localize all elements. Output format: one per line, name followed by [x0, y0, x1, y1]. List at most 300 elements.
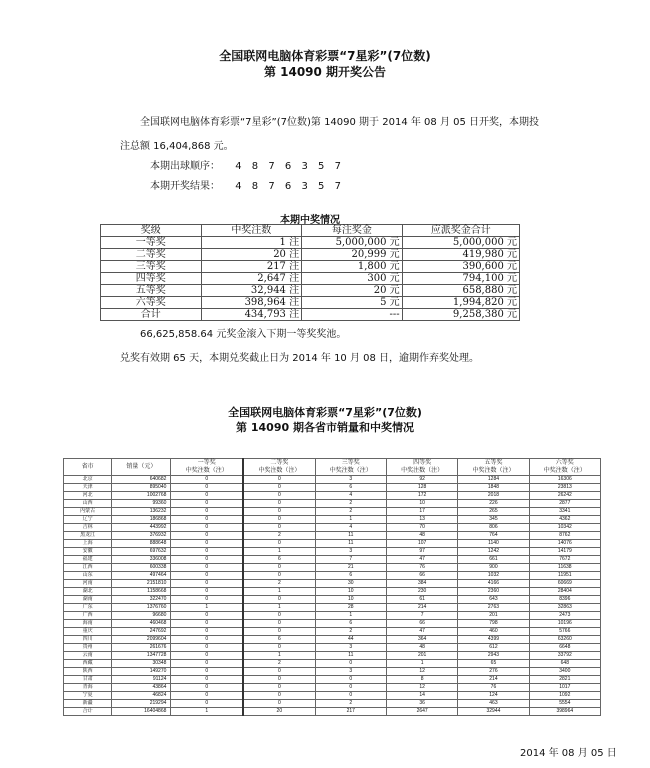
level-4-sub: 中奖注数（注）: [401, 468, 444, 474]
region-sales: 91124: [112, 676, 171, 684]
level-2-count: 0: [243, 700, 315, 708]
region-name: 广西: [64, 612, 112, 620]
province-row: [64, 492, 601, 500]
level-3-count: 11: [315, 652, 386, 660]
level-3-count: 0: [315, 676, 386, 684]
header-level-4: [386, 459, 457, 476]
prize-row: [101, 285, 520, 297]
level-6-count: 2473: [529, 612, 600, 620]
level-3-count: 0: [315, 660, 386, 668]
level-2-label: 二等奖: [270, 460, 289, 466]
region-sales: 219294: [112, 700, 171, 708]
draw-digit: 5: [318, 161, 325, 172]
province-row: [64, 684, 601, 692]
region-name: 辽宁: [64, 516, 112, 524]
draw-digit: 4: [235, 161, 242, 172]
level-5-count: 900: [458, 564, 529, 572]
region-name: 云南: [64, 652, 112, 660]
region-sales: 149270: [112, 668, 171, 676]
result-digit: 5: [318, 181, 325, 192]
draw-order: [150, 160, 348, 174]
level-2-count: 6: [243, 636, 315, 644]
header-level-5: [458, 459, 529, 476]
level-5-count: 460: [458, 628, 529, 636]
level-5-count: 201: [458, 612, 529, 620]
prize-row: [101, 309, 520, 321]
region-sales: 1158668: [112, 588, 171, 596]
province-row: [64, 476, 601, 484]
level-5-count: 345: [458, 516, 529, 524]
level-1-count: 0: [171, 700, 243, 708]
level-5-count: 764: [458, 532, 529, 540]
level-6-count: 8762: [529, 532, 600, 540]
level-3-count: 2: [315, 500, 386, 508]
level-3-count: 3: [315, 548, 386, 556]
level-6-count: 3341: [529, 508, 600, 516]
level-1-count: 0: [171, 492, 243, 500]
prize-total: 419,980 元: [402, 249, 519, 261]
prize-total: 658,880 元: [402, 285, 519, 297]
level-2-count: 0: [243, 484, 315, 492]
province-row: [64, 588, 601, 596]
province-row: [64, 644, 601, 652]
level-3-count: 28: [315, 604, 386, 612]
level-3-count: 11: [315, 540, 386, 548]
province-row: [64, 676, 601, 684]
level-6-count: 648: [529, 660, 600, 668]
level-1-count: 0: [171, 692, 243, 700]
level-1-count: 0: [171, 540, 243, 548]
level-2-count: 0: [243, 644, 315, 652]
level-1-count: 0: [171, 532, 243, 540]
level-5-count: 2763: [458, 604, 529, 612]
level-4-count: 13: [386, 516, 457, 524]
draw-order-label: 本期出球顺序：: [150, 161, 220, 172]
level-6-count: 1017: [529, 684, 600, 692]
region-name: 陕西: [64, 668, 112, 676]
level-6-count: 1092: [529, 692, 600, 700]
prize-level: 三等奖: [101, 261, 202, 273]
region-name: 上海: [64, 540, 112, 548]
region-sales: 895040: [112, 484, 171, 492]
level-4-count: 36: [386, 700, 457, 708]
level-4-count: 2647: [386, 708, 457, 716]
level-5-count: 2018: [458, 492, 529, 500]
region-name: 湖南: [64, 596, 112, 604]
prize-per-bet: 5 元: [302, 297, 403, 309]
level-1-count: 0: [171, 668, 243, 676]
level-5-count: 124: [458, 692, 529, 700]
level-3-count: 4: [315, 492, 386, 500]
announcement-title-line2: 第 14090 期开奖公告: [263, 65, 387, 79]
prize-per-bet: 20 元: [302, 285, 403, 297]
region-sales: 186868: [112, 516, 171, 524]
provincial-table: [63, 458, 601, 716]
level-4-count: 12: [386, 684, 457, 692]
level-2-sub: 中奖注数（注）: [258, 468, 301, 474]
region-name: 福建: [64, 556, 112, 564]
level-4-count: 214: [386, 604, 457, 612]
level-4-count: 107: [386, 540, 457, 548]
region-name: 海南: [64, 620, 112, 628]
intro-line1: 全国联网电脑体育彩票“7星彩”(7位数)第 14090 期于 2014 年 08 月 05 日开奖，本期投: [140, 117, 540, 128]
level-6-count: 5554: [529, 700, 600, 708]
prize-per-bet: 1,800 元: [302, 261, 403, 273]
level-1-sub: 中奖注数（注）: [185, 468, 228, 474]
level-5-count: 32944: [458, 708, 529, 716]
province-row: [64, 484, 601, 492]
level-2-count: 0: [243, 524, 315, 532]
level-2-count: 0: [243, 508, 315, 516]
level-5-count: 226: [458, 500, 529, 508]
level-4-count: 172: [386, 492, 457, 500]
province-row: [64, 652, 601, 660]
level-3-count: 3: [315, 644, 386, 652]
prize-level: 六等奖: [101, 297, 202, 309]
prize-level: 五等奖: [101, 285, 202, 297]
region-name: 安徽: [64, 548, 112, 556]
level-5-count: 806: [458, 524, 529, 532]
province-row: [64, 708, 601, 716]
level-1-label: 一等奖: [197, 460, 216, 466]
region-sales: 96680: [112, 612, 171, 620]
level-1-count: 0: [171, 588, 243, 596]
header-level-6: [529, 459, 600, 476]
level-5-count: 4166: [458, 580, 529, 588]
prize-total: 390,600 元: [402, 261, 519, 273]
result-digit: 8: [251, 181, 259, 192]
level-1-count: 0: [171, 684, 243, 692]
level-3-count: 4: [315, 524, 386, 532]
prize-winners: 217 注: [201, 261, 302, 273]
level-3-count: 0: [315, 684, 386, 692]
level-1-count: 0: [171, 548, 243, 556]
level-5-count: 798: [458, 620, 529, 628]
level-3-count: 3: [315, 476, 386, 484]
region-sales: 2099604: [112, 636, 171, 644]
result-digit: 3: [301, 181, 308, 192]
header-level: 奖级: [101, 225, 202, 237]
level-6-count: 26242: [529, 492, 600, 500]
region-sales: 888648: [112, 540, 171, 548]
level-2-count: 0: [243, 668, 315, 676]
region-name: 天津: [64, 484, 112, 492]
expiry-note: 兑奖有效期 65 天，本期兑奖截止日为 2014 年 10 月 08 日，逾期作弃奖处理。: [120, 353, 480, 364]
level-6-count: 10196: [529, 620, 600, 628]
level-4-count: 230: [386, 588, 457, 596]
level-2-count: 0: [243, 564, 315, 572]
province-row: [64, 580, 601, 588]
prize-per-bet: ---: [302, 309, 403, 321]
provincial-header-row: [64, 459, 601, 476]
level-6-count: 11951: [529, 572, 600, 580]
level-1-count: 0: [171, 508, 243, 516]
level-2-count: 0: [243, 676, 315, 684]
level-5-count: 276: [458, 668, 529, 676]
level-3-count: 6: [315, 620, 386, 628]
level-1-count: 0: [171, 516, 243, 524]
prize-per-bet: 20,999 元: [302, 249, 403, 261]
level-5-count: 2943: [458, 652, 529, 660]
region-name: 河南: [64, 580, 112, 588]
level-2-count: 0: [243, 476, 315, 484]
level-4-label: 四等奖: [413, 460, 432, 466]
province-row: [64, 532, 601, 540]
level-6-count: 63260: [529, 636, 600, 644]
region-name: 黑龙江: [64, 532, 112, 540]
draw-result-label: 本期开奖结果：: [150, 181, 220, 192]
region-name: 重庆: [64, 628, 112, 636]
header-region: 省市: [64, 459, 112, 476]
level-6-count: 3400: [529, 668, 600, 676]
region-name: 甘肃: [64, 676, 112, 684]
level-3-count: 1: [315, 516, 386, 524]
header-level-3: [315, 459, 386, 476]
prize-level: 一等奖: [101, 237, 202, 249]
level-2-count: 1: [243, 652, 315, 660]
level-2-count: 0: [243, 628, 315, 636]
result-digit: 6: [284, 181, 292, 192]
level-4-count: 92: [386, 476, 457, 484]
region-sales: 16404868: [112, 708, 171, 716]
province-row: [64, 564, 601, 572]
level-4-count: 12: [386, 668, 457, 676]
level-4-count: 17: [386, 508, 457, 516]
region-sales: 322470: [112, 596, 171, 604]
level-1-count: 0: [171, 476, 243, 484]
region-name: 广东: [64, 604, 112, 612]
province-row: [64, 540, 601, 548]
level-4-count: 70: [386, 524, 457, 532]
header-level-1: [171, 459, 243, 476]
level-2-count: 0: [243, 692, 315, 700]
province-row: [64, 508, 601, 516]
level-4-count: 201: [386, 652, 457, 660]
prize-level: 二等奖: [101, 249, 202, 261]
level-3-count: 3: [315, 668, 386, 676]
level-2-count: 2: [243, 580, 315, 588]
provincial-title-line1: 全国联网电脑体育彩票“7星彩”(7位数): [228, 406, 422, 419]
prize-row: [101, 249, 520, 261]
region-name: 青海: [64, 684, 112, 692]
level-6-sub: 中奖注数（注）: [543, 468, 586, 474]
level-5-count: 2360: [458, 588, 529, 596]
level-2-count: 6: [243, 556, 315, 564]
level-2-count: 1: [243, 604, 315, 612]
prize-row: [101, 297, 520, 309]
level-5-count: 76: [458, 684, 529, 692]
region-name: 合计: [64, 708, 112, 716]
province-row: [64, 556, 601, 564]
level-4-count: 364: [386, 636, 457, 644]
level-2-count: 0: [243, 572, 315, 580]
level-1-count: 0: [171, 484, 243, 492]
level-3-label: 三等奖: [341, 460, 360, 466]
region-name: 山东: [64, 572, 112, 580]
level-1-count: 0: [171, 612, 243, 620]
level-1-count: 0: [171, 620, 243, 628]
level-5-count: 1032: [458, 572, 529, 580]
region-sales: 376932: [112, 532, 171, 540]
prize-table-title: 本期中奖情况: [280, 215, 340, 226]
prize-winners: 20 注: [201, 249, 302, 261]
level-6-count: 10342: [529, 524, 600, 532]
level-6-label: 六等奖: [555, 460, 574, 466]
level-4-count: 384: [386, 580, 457, 588]
province-row: [64, 620, 601, 628]
region-sales: 43864: [112, 684, 171, 692]
region-name: 河北: [64, 492, 112, 500]
level-3-count: 2: [315, 628, 386, 636]
level-2-count: 1: [243, 588, 315, 596]
level-6-count: 7672: [529, 556, 600, 564]
province-row: [64, 700, 601, 708]
level-1-count: 0: [171, 644, 243, 652]
region-sales: 640682: [112, 476, 171, 484]
header-winners: 中奖注数: [201, 225, 302, 237]
prize-level: 四等奖: [101, 273, 202, 285]
rollover-note: 66,625,858.64 元奖金滚入下期一等奖奖池。: [140, 329, 347, 340]
level-6-count: 11638: [529, 564, 600, 572]
level-1-count: 0: [171, 660, 243, 668]
level-5-count: 1284: [458, 476, 529, 484]
level-3-count: 21: [315, 564, 386, 572]
level-3-count: 10: [315, 596, 386, 604]
region-sales: 600338: [112, 564, 171, 572]
prize-winners: 1 注: [201, 237, 302, 249]
region-sales: 460468: [112, 620, 171, 628]
level-4-count: 66: [386, 572, 457, 580]
level-3-sub: 中奖注数（注）: [329, 468, 372, 474]
region-sales: 99360: [112, 500, 171, 508]
level-2-count: 0: [243, 516, 315, 524]
level-1-count: 0: [171, 572, 243, 580]
level-1-count: 0: [171, 524, 243, 532]
region-sales: 247692: [112, 628, 171, 636]
header-total-payout: 应派奖金合计: [402, 225, 519, 237]
level-6-count: 5766: [529, 628, 600, 636]
region-sales: 443992: [112, 524, 171, 532]
level-3-count: 2: [315, 508, 386, 516]
level-2-count: 1: [243, 548, 315, 556]
level-1-count: 0: [171, 652, 243, 660]
province-row: [64, 572, 601, 580]
prize-total: 794,100 元: [402, 273, 519, 285]
region-sales: 136232: [112, 508, 171, 516]
region-name: 北京: [64, 476, 112, 484]
level-3-count: 0: [315, 692, 386, 700]
level-2-count: 0: [243, 612, 315, 620]
announcement-title: [0, 48, 650, 80]
province-row: [64, 636, 601, 644]
region-sales: 497464: [112, 572, 171, 580]
level-4-count: 76: [386, 564, 457, 572]
region-sales: 697632: [112, 548, 171, 556]
region-sales: 1347728: [112, 652, 171, 660]
level-4-count: 8: [386, 676, 457, 684]
announcement-title-line1: 全国联网电脑体育彩票“7星彩”(7位数): [219, 49, 431, 63]
level-2-count: 0: [243, 500, 315, 508]
level-2-count: 2: [243, 660, 315, 668]
level-2-count: 0: [243, 596, 315, 604]
level-6-count: 23813: [529, 484, 600, 492]
level-4-count: 48: [386, 644, 457, 652]
level-1-count: 1: [171, 604, 243, 612]
result-digit: 7: [268, 181, 275, 192]
province-row: [64, 668, 601, 676]
level-2-count: 20: [243, 708, 315, 716]
draw-digit: 3: [301, 161, 308, 172]
level-4-count: 128: [386, 484, 457, 492]
province-row: [64, 596, 601, 604]
level-4-count: 7: [386, 612, 457, 620]
draw-result: [150, 180, 348, 194]
draw-digit: 7: [334, 161, 341, 172]
region-name: 山西: [64, 500, 112, 508]
provincial-title-line2: 第 14090 期各省市销量和中奖情况: [236, 421, 414, 434]
level-5-sub: 中奖注数（注）: [472, 468, 515, 474]
province-row: [64, 604, 601, 612]
level-5-count: 463: [458, 700, 529, 708]
level-5-count: 265: [458, 508, 529, 516]
level-3-count: 1: [315, 612, 386, 620]
draw-digit: 8: [251, 161, 259, 172]
level-4-count: 97: [386, 548, 457, 556]
level-5-count: 65: [458, 660, 529, 668]
region-name: 湖北: [64, 588, 112, 596]
level-3-count: 6: [315, 572, 386, 580]
level-5-count: 661: [458, 556, 529, 564]
level-1-count: 0: [171, 628, 243, 636]
level-2-count: 0: [243, 620, 315, 628]
level-6-count: 28404: [529, 588, 600, 596]
draw-digit: 7: [268, 161, 275, 172]
header-level-2: [243, 459, 315, 476]
prize-winners: 2,647 注: [201, 273, 302, 285]
level-6-count: 60669: [529, 580, 600, 588]
prize-row: [101, 261, 520, 273]
level-6-count: 2821: [529, 676, 600, 684]
report-date: 2014 年 08 月 05 日: [520, 748, 617, 759]
region-name: 内蒙古: [64, 508, 112, 516]
level-5-count: 1848: [458, 484, 529, 492]
prize-winners: 434,793 注: [201, 309, 302, 321]
level-1-count: 0: [171, 556, 243, 564]
region-name: 新疆: [64, 700, 112, 708]
region-name: 宁夏: [64, 692, 112, 700]
level-5-count: 643: [458, 596, 529, 604]
region-sales: 2151810: [112, 580, 171, 588]
level-6-count: 2877: [529, 500, 600, 508]
level-5-count: 1140: [458, 540, 529, 548]
region-sales: 1002768: [112, 492, 171, 500]
province-row: [64, 612, 601, 620]
prize-per-bet: 300 元: [302, 273, 403, 285]
level-4-count: 10: [386, 500, 457, 508]
level-6-count: 33792: [529, 652, 600, 660]
level-4-count: 66: [386, 620, 457, 628]
region-name: 四川: [64, 636, 112, 644]
intro-line2: 注总额 16,404,868 元。: [120, 141, 234, 152]
level-3-count: 11: [315, 532, 386, 540]
level-6-count: 32863: [529, 604, 600, 612]
level-1-count: 0: [171, 596, 243, 604]
level-5-count: 612: [458, 644, 529, 652]
prize-row: [101, 273, 520, 285]
level-4-count: 47: [386, 556, 457, 564]
level-6-count: 14076: [529, 540, 600, 548]
prize-winners: 32,944 注: [201, 285, 302, 297]
